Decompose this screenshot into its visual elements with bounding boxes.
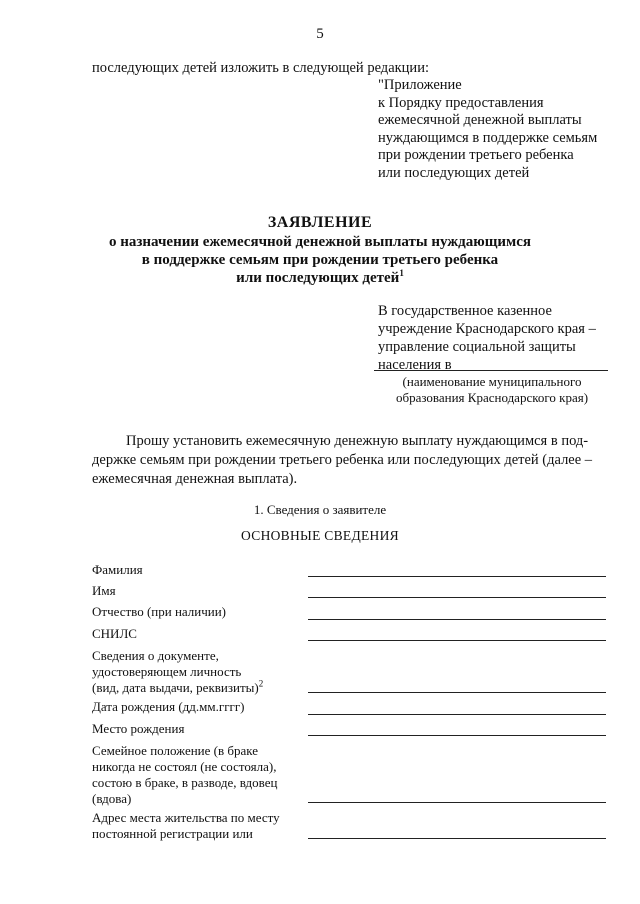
document-subtitle-line: в поддержке семьям при рождении третьего ребенка bbox=[141, 252, 499, 268]
label-line bbox=[92, 680, 302, 696]
addressee-line: учреждение Краснодарского края – bbox=[378, 321, 596, 337]
addressee-note-line: (наименование муниципального bbox=[402, 374, 582, 389]
field-line-patronymic[interactable] bbox=[308, 619, 606, 620]
subsection-title: ОСНОВНЫЕ СВЕДЕНИЯ bbox=[241, 528, 399, 543]
label-line: Адрес места жительства по месту bbox=[92, 810, 280, 825]
label-line: никогда не состоял (не состояла), bbox=[92, 759, 277, 774]
addressee-line: населения в bbox=[378, 357, 452, 373]
label-line: удостоверяющем личность bbox=[92, 664, 242, 679]
footnote-mark: 2 bbox=[258, 678, 264, 689]
request-line: ежемесячная денежная выплата). bbox=[92, 471, 298, 487]
addressee-note bbox=[366, 374, 618, 406]
field-line-identity-document[interactable] bbox=[308, 692, 606, 693]
label-line: (вдова) bbox=[92, 791, 132, 806]
page-number: 5 bbox=[316, 26, 324, 42]
appendix-line: "Приложение bbox=[378, 77, 462, 93]
request-line: держке семьям при рождении третьего ребенка или последующих детей (далее – bbox=[92, 452, 593, 468]
field-label-residence-address bbox=[92, 810, 302, 842]
field-label-birth-place: Место рождения bbox=[92, 721, 185, 736]
appendix-line: ежемесячной денежной выплаты bbox=[378, 112, 582, 129]
field-label-identity-document bbox=[92, 648, 302, 696]
appendix-heading bbox=[378, 77, 597, 183]
appendix-line: при рождении третьего ребенка bbox=[378, 147, 574, 164]
field-label-surname: Фамилия bbox=[92, 562, 143, 577]
appendix-line: к Порядку предоставления bbox=[378, 94, 544, 111]
label-line: состою в браке, в разводе, вдовец bbox=[92, 775, 278, 790]
request-paragraph bbox=[92, 432, 607, 489]
intro-text: последующих детей изложить в следующей редакции: bbox=[92, 60, 429, 76]
field-line-surname[interactable] bbox=[308, 576, 606, 577]
field-line-name[interactable] bbox=[308, 597, 606, 598]
field-line-snils[interactable] bbox=[308, 640, 606, 641]
addressee-line: В государственное казенное bbox=[378, 303, 552, 319]
section-title: 1. Сведения о заявителе bbox=[253, 502, 387, 517]
subtitle-text: или последующих детей bbox=[236, 270, 400, 286]
field-line-birth-place[interactable] bbox=[308, 735, 606, 736]
field-line-residence-address[interactable] bbox=[308, 838, 606, 839]
field-label-marital-status bbox=[92, 743, 302, 807]
document-subtitle-line: о назначении ежемесячной денежной выплаты нуждающимся bbox=[108, 234, 531, 250]
request-line: Прошу установить ежемесячную денежную выплату нуждающимся в под- bbox=[126, 433, 589, 449]
field-line-birth-date[interactable] bbox=[308, 714, 606, 715]
field-line-marital-status[interactable] bbox=[308, 802, 606, 803]
addressee-block bbox=[378, 302, 596, 374]
field-label-birth-date: Дата рождения (дд.мм.гггг) bbox=[92, 699, 245, 714]
field-label-patronymic: Отчество (при наличии) bbox=[92, 604, 227, 619]
appendix-line: нуждающимся в поддержке семьям bbox=[378, 129, 598, 146]
label-line: Сведения о документе, bbox=[92, 648, 219, 663]
addressee-line: управление социальной защиты bbox=[378, 339, 576, 355]
document-title: ЗАЯВЛЕНИЕ bbox=[267, 214, 373, 231]
label-line: Семейное положение (в браке bbox=[92, 743, 259, 758]
field-label-name: Имя bbox=[92, 583, 116, 598]
footnote-mark: 1 bbox=[399, 268, 404, 278]
document-subtitle-line bbox=[0, 270, 640, 287]
label-line: постоянной регистрации или bbox=[92, 826, 253, 841]
label-text: (вид, дата выдачи, реквизиты) bbox=[92, 680, 259, 695]
appendix-line: или последующих детей bbox=[378, 164, 530, 181]
field-label-snils: СНИЛС bbox=[92, 626, 137, 641]
addressee-fill-line[interactable] bbox=[374, 370, 608, 371]
addressee-note-line: образования Краснодарского края) bbox=[395, 390, 589, 405]
